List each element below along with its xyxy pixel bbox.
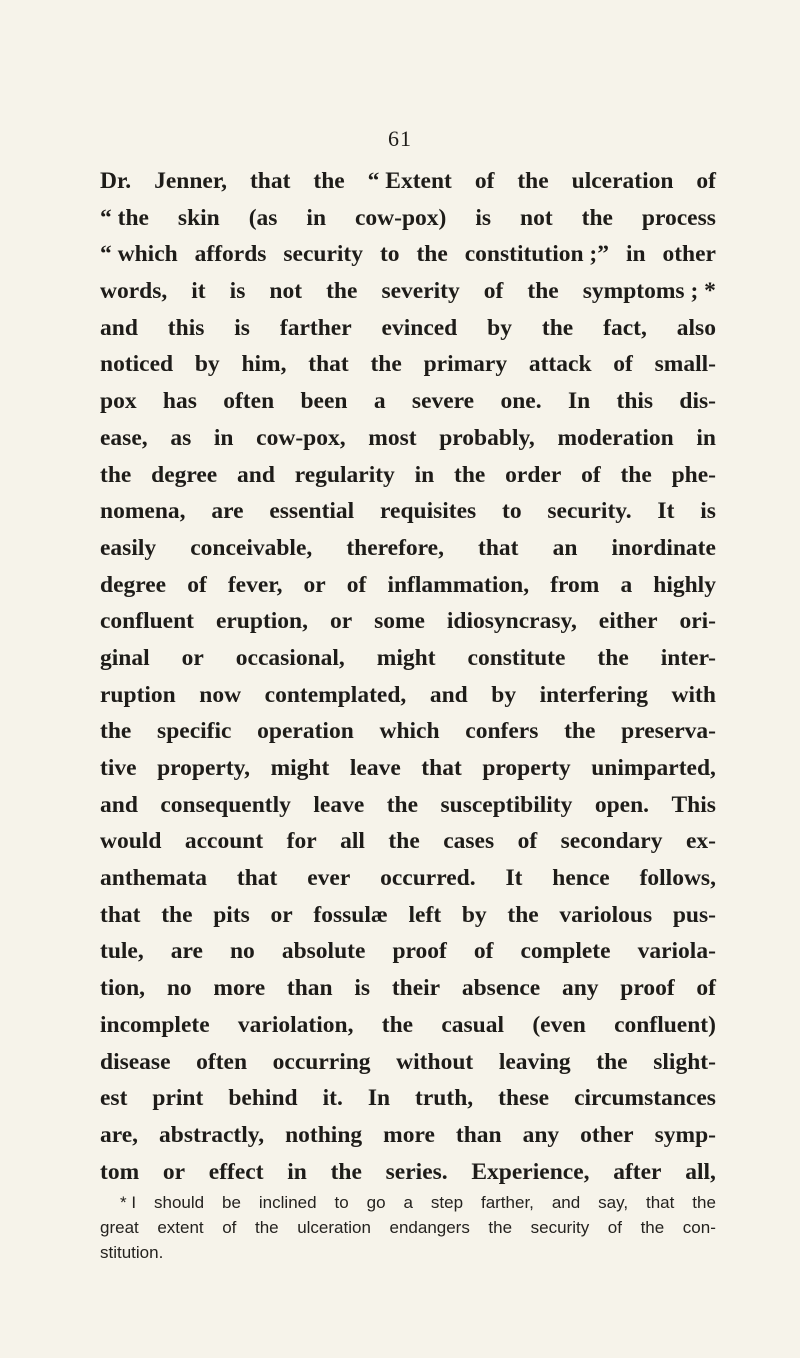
- body-word: the: [326, 278, 358, 305]
- body-word: regularity: [294, 461, 395, 488]
- footnote-word: and: [551, 1193, 581, 1212]
- body-word: “ which: [100, 241, 178, 268]
- body-word: absence: [461, 975, 541, 1002]
- body-word: might: [270, 755, 330, 781]
- body-word: probably,: [439, 424, 535, 451]
- body-word: pits: [213, 901, 250, 928]
- body-word: therefore,: [346, 534, 444, 561]
- body-word: easily: [100, 534, 157, 561]
- body-word: tule,: [100, 938, 144, 965]
- body-word: any: [522, 1121, 560, 1148]
- body-word: also: [676, 314, 716, 341]
- body-word: the: [370, 351, 402, 378]
- body-word: after: [613, 1158, 662, 1185]
- body-word: constitution ;”: [464, 241, 609, 268]
- body-word: unimparted,: [591, 755, 716, 781]
- body-word: confluent): [614, 1011, 716, 1038]
- body-line: [100, 897, 716, 934]
- body-word: of: [346, 571, 367, 598]
- body-word: the: [388, 828, 420, 855]
- body-word: other: [580, 1121, 634, 1148]
- body-word: print: [152, 1085, 204, 1112]
- body-word: behind: [228, 1085, 298, 1112]
- body-word: their: [391, 975, 441, 1002]
- body-word: the: [313, 168, 345, 194]
- body-word: this: [616, 388, 654, 415]
- body-word: occasional,: [235, 644, 345, 671]
- body-word: occurred.: [380, 865, 476, 892]
- body-word: consequently: [160, 791, 291, 818]
- body-word: account: [184, 828, 264, 855]
- body-word: might: [376, 644, 436, 671]
- footnote-line: [100, 1240, 716, 1265]
- body-word: series.: [385, 1158, 448, 1185]
- body-word: are,: [100, 1121, 139, 1148]
- body-word: an: [552, 534, 578, 561]
- body-word: slight-: [653, 1048, 716, 1075]
- body-word: Experience,: [471, 1158, 590, 1185]
- body-line: [100, 236, 716, 273]
- body-word: words,: [100, 278, 168, 305]
- body-word: a: [620, 571, 633, 598]
- body-word: any: [561, 975, 599, 1002]
- footnote-word: of: [222, 1218, 237, 1237]
- body-line: [100, 677, 716, 714]
- body-word: affords: [194, 241, 267, 268]
- footnote-word: great: [100, 1218, 139, 1237]
- body-word: of: [613, 351, 633, 378]
- body-word: in: [306, 204, 327, 231]
- body-word: now: [199, 681, 242, 708]
- body-word: that: [100, 901, 141, 928]
- body-word: the: [416, 241, 448, 268]
- body-word: or: [329, 608, 353, 635]
- body-word: other: [662, 241, 716, 268]
- page-number: 61: [388, 126, 412, 151]
- body-word: it.: [322, 1085, 343, 1112]
- body-word: small-: [654, 351, 716, 378]
- body-line: [100, 713, 716, 750]
- body-word: est: [100, 1085, 128, 1112]
- body-word: incomplete: [100, 1011, 210, 1038]
- footnote-word: the: [640, 1218, 665, 1237]
- body-word: ever: [307, 865, 351, 892]
- body-line: [100, 383, 716, 420]
- body-word: the: [161, 901, 193, 928]
- body-word: of: [581, 461, 601, 488]
- footnote-word: of: [607, 1218, 622, 1237]
- body-word: it: [191, 278, 206, 305]
- body-word: severity: [381, 278, 460, 305]
- body-word: This: [671, 791, 716, 818]
- body-word: with: [671, 681, 716, 708]
- body-word: phe-: [671, 461, 716, 488]
- body-word: are: [170, 938, 203, 965]
- body-word: cow-pox): [355, 204, 447, 231]
- body-word: truth,: [415, 1085, 474, 1112]
- body-word: Dr.: [100, 168, 132, 194]
- body-word: of: [696, 975, 716, 1002]
- body-word: anthemata: [100, 865, 208, 892]
- body-line: [100, 420, 716, 457]
- body-word: pus-: [672, 901, 716, 928]
- body-word: preserva-: [621, 718, 716, 745]
- body-word: variolous: [559, 901, 653, 928]
- footnote-word: stitution.: [100, 1243, 164, 1262]
- body-word: idiosyncrasy,: [446, 608, 577, 635]
- body-word: that: [249, 168, 291, 194]
- body-word: one.: [500, 388, 542, 415]
- body-word: and: [100, 314, 138, 341]
- footnote-word: that: [646, 1193, 675, 1212]
- body-word: the: [454, 461, 486, 488]
- body-word: casual: [441, 1011, 505, 1038]
- body-line: [100, 1154, 716, 1191]
- body-paragraph: [100, 163, 716, 1190]
- body-word: nothing: [285, 1121, 363, 1148]
- body-word: Jenner,: [154, 168, 227, 194]
- body-word: degree: [151, 461, 218, 488]
- body-word: specific: [157, 718, 232, 745]
- body-word: of: [696, 168, 716, 194]
- body-line: [100, 346, 716, 383]
- body-word: are: [211, 498, 244, 525]
- body-word: order: [505, 461, 562, 488]
- body-line: [100, 1080, 716, 1117]
- body-word: “ Extent: [367, 168, 452, 194]
- body-word: him,: [241, 351, 287, 378]
- footnote-word: a: [403, 1193, 413, 1212]
- body-word: tom: [100, 1158, 140, 1185]
- body-word: leave: [349, 755, 401, 781]
- body-word: effect: [208, 1158, 264, 1185]
- body-word: that: [478, 534, 519, 561]
- body-word: cases: [443, 828, 495, 855]
- body-word: secondary: [560, 828, 663, 855]
- body-word: the: [581, 204, 613, 231]
- body-word: in: [625, 241, 646, 268]
- footnote: [100, 1190, 716, 1265]
- body-word: some: [374, 608, 425, 635]
- footnote-word: to: [334, 1193, 349, 1212]
- footnote-word: the: [254, 1218, 279, 1237]
- body-line: [100, 457, 716, 494]
- body-word: the: [330, 1158, 362, 1185]
- body-word: that: [308, 351, 349, 378]
- body-word: ruption: [100, 681, 176, 708]
- body-word: tive: [100, 755, 137, 781]
- body-word: the: [386, 791, 419, 818]
- body-word: leave: [313, 791, 365, 818]
- body-word: the: [100, 461, 132, 488]
- body-word: interfering: [539, 681, 648, 708]
- body-word: often: [196, 1048, 248, 1075]
- body-word: (as: [248, 204, 278, 231]
- footnote-word: * I: [120, 1193, 137, 1212]
- body-word: highly: [653, 571, 716, 598]
- footnote-line: [100, 1190, 716, 1215]
- body-word: contemplated,: [264, 681, 407, 708]
- body-word: hence: [552, 865, 610, 892]
- body-word: not: [269, 278, 303, 305]
- body-word: leaving: [498, 1048, 571, 1075]
- footnote-word: the: [692, 1193, 716, 1212]
- body-word: the: [527, 278, 559, 305]
- body-word: pox: [100, 388, 137, 415]
- body-word: of: [187, 571, 207, 598]
- body-word: variolation,: [237, 1011, 354, 1038]
- body-word: eruption,: [215, 608, 308, 635]
- body-line: [100, 933, 716, 970]
- body-word: no: [229, 938, 255, 965]
- body-word: tion,: [100, 975, 146, 1002]
- body-word: left: [408, 901, 442, 928]
- body-word: been: [300, 388, 348, 415]
- body-word: often: [223, 388, 275, 415]
- body-word: of: [473, 938, 494, 965]
- body-word: ex-: [685, 828, 716, 855]
- body-word: confers: [465, 718, 539, 745]
- body-word: for: [286, 828, 317, 855]
- body-word: moderation: [557, 424, 674, 451]
- body-word: ease,: [100, 424, 148, 451]
- body-word: primary: [423, 351, 508, 378]
- body-line: [100, 200, 716, 237]
- body-word: proof: [620, 975, 675, 1002]
- body-word: property,: [157, 755, 251, 781]
- body-word: attack: [528, 351, 592, 378]
- body-word: abstractly,: [159, 1121, 265, 1148]
- body-word: the: [541, 314, 574, 341]
- body-word: not: [520, 204, 553, 231]
- body-word: and: [237, 461, 275, 488]
- body-word: no: [166, 975, 192, 1002]
- body-word: by: [461, 901, 487, 928]
- body-word: that: [236, 865, 278, 892]
- body-line: [100, 603, 716, 640]
- body-word: property: [482, 755, 571, 781]
- body-word: proof: [392, 938, 447, 965]
- body-line: [100, 823, 716, 860]
- body-word: more: [213, 975, 266, 1002]
- body-word: from: [550, 571, 600, 598]
- body-word: It: [505, 865, 523, 892]
- body-word: follows,: [639, 865, 716, 892]
- footnote-word: farther,: [480, 1193, 534, 1212]
- body-line: [100, 970, 716, 1007]
- body-word: is: [234, 314, 250, 341]
- body-word: complete: [520, 938, 611, 965]
- body-word: more: [383, 1121, 435, 1148]
- footnote-word: security: [530, 1218, 590, 1237]
- body-line: [100, 1117, 716, 1154]
- body-word: conceivable,: [190, 534, 313, 561]
- body-word: than: [455, 1121, 502, 1148]
- body-word: without: [396, 1048, 474, 1075]
- body-word: process: [641, 204, 716, 231]
- body-line: [100, 163, 716, 200]
- footnote-word: inclined: [258, 1193, 317, 1212]
- body-line: [100, 310, 716, 347]
- body-word: the: [100, 718, 132, 745]
- body-line: [100, 530, 716, 567]
- body-line: [100, 1007, 716, 1044]
- body-word: or: [181, 644, 204, 671]
- body-line: [100, 860, 716, 897]
- body-word: as: [170, 424, 192, 451]
- body-word: cow-pox,: [256, 424, 346, 451]
- body-word: requisites: [380, 498, 477, 525]
- body-word: In: [367, 1085, 391, 1112]
- body-word: variola-: [637, 938, 716, 965]
- footnote-word: go: [366, 1193, 386, 1212]
- body-word: of: [474, 168, 495, 194]
- body-word: most: [368, 424, 417, 451]
- body-word: the: [564, 718, 596, 745]
- footnote-word: be: [222, 1193, 241, 1212]
- body-word: symptoms ; *: [582, 278, 716, 305]
- body-word: the: [507, 901, 539, 928]
- body-word: or: [303, 571, 326, 598]
- body-word: the: [596, 1048, 628, 1075]
- body-word: is: [475, 204, 492, 231]
- body-word: ulceration: [571, 168, 674, 194]
- body-word: by: [491, 681, 517, 708]
- body-line: [100, 273, 716, 310]
- body-word: and: [429, 681, 468, 708]
- body-word: this: [167, 314, 205, 341]
- body-word: would: [100, 828, 162, 855]
- body-word: in: [287, 1158, 307, 1185]
- body-line: [100, 787, 716, 824]
- body-word: is: [229, 278, 246, 305]
- body-word: by: [487, 314, 512, 341]
- body-word: noticed: [100, 351, 174, 378]
- body-word: circumstances: [574, 1085, 716, 1112]
- body-word: that: [421, 755, 462, 781]
- footnote-word: extent: [157, 1218, 204, 1237]
- body-word: the: [381, 1011, 414, 1038]
- body-line: [100, 567, 716, 604]
- body-word: all,: [685, 1158, 716, 1185]
- body-word: to: [502, 498, 522, 525]
- body-word: In: [567, 388, 591, 415]
- body-word: by: [194, 351, 220, 378]
- body-word: nomena,: [100, 498, 186, 525]
- footnote-word: step: [430, 1193, 464, 1212]
- body-word: (even: [532, 1011, 586, 1038]
- body-word: than: [286, 975, 333, 1002]
- body-word: severe: [411, 388, 475, 415]
- body-word: security: [283, 241, 363, 268]
- body-line: [100, 1044, 716, 1081]
- body-word: evinced: [381, 314, 458, 341]
- body-word: inordinate: [611, 534, 716, 561]
- body-word: dis-: [679, 388, 716, 415]
- body-word: essential: [269, 498, 355, 525]
- body-word: farther: [279, 314, 352, 341]
- body-word: in: [213, 424, 234, 451]
- body-word: in: [696, 424, 716, 451]
- body-word: inter-: [660, 644, 716, 671]
- body-word: occurring: [272, 1048, 371, 1075]
- body-word: symp-: [654, 1121, 716, 1148]
- body-word: “ the: [100, 204, 149, 231]
- body-word: the: [597, 644, 629, 671]
- body-line: [100, 640, 716, 677]
- footnote-word: con-: [682, 1218, 716, 1237]
- footnote-word: should: [154, 1193, 205, 1212]
- body-word: the: [620, 461, 652, 488]
- body-word: of: [517, 828, 538, 855]
- body-word: which: [379, 718, 440, 745]
- body-line: [100, 750, 716, 787]
- body-word: ori-: [679, 608, 716, 635]
- body-word: security.: [547, 498, 632, 525]
- body-word: and: [100, 791, 138, 818]
- body-word: constitute: [467, 644, 566, 671]
- footnote-word: endangers: [389, 1218, 470, 1237]
- body-word: fever,: [227, 571, 283, 598]
- body-word: open.: [594, 791, 650, 818]
- body-word: is: [354, 975, 371, 1002]
- body-word: inflammation,: [387, 571, 530, 598]
- body-word: a: [373, 388, 386, 415]
- body-word: has: [162, 388, 197, 415]
- body-word: these: [498, 1085, 550, 1112]
- body-line: [100, 493, 716, 530]
- footnote-word: the: [488, 1218, 513, 1237]
- body-word: disease: [100, 1048, 171, 1075]
- footnote-line: [100, 1215, 716, 1240]
- body-word: of: [483, 278, 504, 305]
- body-word: It: [657, 498, 675, 525]
- body-word: ginal: [100, 644, 150, 671]
- body-word: or: [162, 1158, 186, 1185]
- body-word: skin: [177, 204, 220, 231]
- body-word: or: [270, 901, 293, 928]
- body-word: operation: [257, 718, 354, 745]
- body-word: the: [517, 168, 549, 194]
- footnote-word: say,: [598, 1193, 629, 1212]
- footnote-word: ulceration: [297, 1218, 371, 1237]
- body-word: absolute: [281, 938, 366, 965]
- body-word: fact,: [603, 314, 647, 341]
- body-word: confluent: [100, 608, 194, 635]
- body-word: degree: [100, 571, 167, 598]
- body-word: to: [379, 241, 400, 268]
- body-word: is: [700, 498, 716, 525]
- body-word: in: [414, 461, 435, 488]
- body-word: fossulæ: [313, 901, 388, 928]
- body-word: either: [598, 608, 658, 635]
- body-word: susceptibility: [440, 791, 573, 818]
- body-word: all: [340, 828, 365, 855]
